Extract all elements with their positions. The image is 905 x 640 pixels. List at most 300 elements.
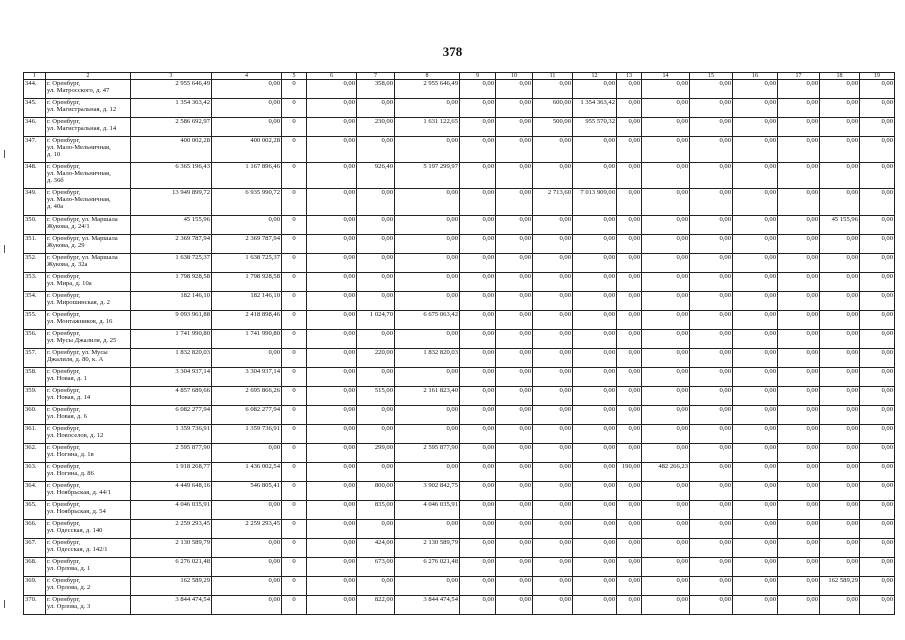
value-cell: 0,00 bbox=[642, 292, 690, 311]
value-cell: 0,00 bbox=[395, 577, 460, 596]
address-cell: г. Оренбург, ул. Новая, д. 1 bbox=[46, 368, 131, 387]
row-number: 352. bbox=[24, 254, 46, 273]
value-cell: 500,00 bbox=[533, 118, 573, 137]
value-cell: 0,00 bbox=[690, 118, 733, 137]
row-number: 357. bbox=[24, 349, 46, 368]
value-cell: 0,00 bbox=[642, 99, 690, 118]
value-cell: 0,00 bbox=[860, 349, 895, 368]
value-cell: 0,00 bbox=[460, 216, 496, 235]
value-cell: 0,00 bbox=[860, 463, 895, 482]
value-cell: 0,00 bbox=[690, 137, 733, 163]
value-cell: 0,00 bbox=[533, 387, 573, 406]
value-cell: 0,00 bbox=[820, 80, 860, 99]
value-cell: 0,00 bbox=[733, 292, 778, 311]
value-cell: 0,00 bbox=[733, 311, 778, 330]
value-cell: 0,00 bbox=[690, 99, 733, 118]
value-cell: 1 638 725,37 bbox=[212, 254, 282, 273]
value-cell: 0,00 bbox=[533, 520, 573, 539]
value-cell: 0,00 bbox=[690, 368, 733, 387]
column-number: 14 bbox=[642, 73, 690, 80]
table-row bbox=[24, 273, 895, 292]
value-cell: 0,00 bbox=[307, 80, 357, 99]
value-cell: 0,00 bbox=[307, 520, 357, 539]
value-cell: 0,00 bbox=[642, 482, 690, 501]
value-cell: 0,00 bbox=[642, 330, 690, 349]
value-cell: 2 695 866,26 bbox=[212, 387, 282, 406]
value-cell: 0,00 bbox=[778, 577, 820, 596]
value-cell: 0,00 bbox=[860, 254, 895, 273]
value-cell: 0,00 bbox=[573, 501, 617, 520]
value-cell: 0 bbox=[282, 520, 307, 539]
value-cell: 0,00 bbox=[778, 216, 820, 235]
value-cell: 955 570,32 bbox=[573, 118, 617, 137]
value-cell: 0,00 bbox=[573, 163, 617, 189]
value-cell: 0,00 bbox=[690, 463, 733, 482]
value-cell: 0,00 bbox=[820, 539, 860, 558]
value-cell: 0,00 bbox=[533, 558, 573, 577]
value-cell: 0,00 bbox=[778, 349, 820, 368]
value-cell: 2 369 787,94 bbox=[212, 235, 282, 254]
value-cell: 0 bbox=[282, 482, 307, 501]
value-cell: 0,00 bbox=[496, 425, 533, 444]
value-cell: 0,00 bbox=[820, 330, 860, 349]
value-cell: 0,00 bbox=[573, 254, 617, 273]
value-cell: 0,00 bbox=[460, 330, 496, 349]
value-cell: 0,00 bbox=[357, 425, 395, 444]
value-cell: 162 589,29 bbox=[131, 577, 212, 596]
value-cell: 6 935 990,72 bbox=[212, 189, 282, 216]
value-cell: 0,00 bbox=[357, 368, 395, 387]
value-cell: 0,00 bbox=[573, 539, 617, 558]
value-cell: 0,00 bbox=[778, 163, 820, 189]
value-cell: 0 bbox=[282, 577, 307, 596]
value-cell: 2 595 877,90 bbox=[131, 444, 212, 463]
value-cell: 0,00 bbox=[496, 330, 533, 349]
value-cell: 0,00 bbox=[642, 137, 690, 163]
value-cell: 0 bbox=[282, 80, 307, 99]
value-cell: 0 bbox=[282, 330, 307, 349]
value-cell: 482 266,23 bbox=[642, 463, 690, 482]
value-cell: 0,00 bbox=[617, 163, 642, 189]
row-number: 365. bbox=[24, 501, 46, 520]
value-cell: 0,00 bbox=[733, 99, 778, 118]
value-cell: 0,00 bbox=[778, 80, 820, 99]
address-cell: г. Оренбург, ул. Мало-Мельничная, д. 36б bbox=[46, 163, 131, 189]
value-cell: 0,00 bbox=[690, 349, 733, 368]
value-cell: 0,00 bbox=[573, 406, 617, 425]
value-cell: 0,00 bbox=[496, 99, 533, 118]
value-cell: 0,00 bbox=[617, 189, 642, 216]
value-cell: 0,00 bbox=[533, 596, 573, 615]
column-number: 16 bbox=[733, 73, 778, 80]
value-cell: 0,00 bbox=[733, 596, 778, 615]
address-cell: г. Оренбург, ул. Маршала Жукова, д. 32а bbox=[46, 254, 131, 273]
row-number: 358. bbox=[24, 368, 46, 387]
row-number: 368. bbox=[24, 558, 46, 577]
column-number: 18 bbox=[820, 73, 860, 80]
value-cell: 0,00 bbox=[307, 163, 357, 189]
value-cell: 515,00 bbox=[357, 387, 395, 406]
value-cell: 0,00 bbox=[642, 501, 690, 520]
value-cell: 0,00 bbox=[533, 501, 573, 520]
value-cell: 0,00 bbox=[395, 216, 460, 235]
value-cell: 0,00 bbox=[357, 137, 395, 163]
value-cell: 0,00 bbox=[496, 80, 533, 99]
value-cell: 0,00 bbox=[860, 99, 895, 118]
value-cell: 0,00 bbox=[690, 254, 733, 273]
value-cell: 1 918 268,77 bbox=[131, 463, 212, 482]
value-cell: 0,00 bbox=[642, 406, 690, 425]
value-cell: 0,00 bbox=[778, 406, 820, 425]
value-cell: 0,00 bbox=[357, 292, 395, 311]
value-cell: 0,00 bbox=[733, 189, 778, 216]
column-number: 1 bbox=[24, 73, 46, 80]
row-number: 353. bbox=[24, 273, 46, 292]
value-cell: 0,00 bbox=[573, 235, 617, 254]
value-cell: 0,00 bbox=[778, 99, 820, 118]
value-cell: 0,00 bbox=[778, 330, 820, 349]
value-cell: 0,00 bbox=[617, 254, 642, 273]
value-cell: 0,00 bbox=[778, 235, 820, 254]
value-cell: 0,00 bbox=[778, 539, 820, 558]
value-cell: 1 436 002,54 bbox=[212, 463, 282, 482]
value-cell: 0,00 bbox=[642, 596, 690, 615]
value-cell: 0 bbox=[282, 463, 307, 482]
value-cell: 0,00 bbox=[573, 137, 617, 163]
value-cell: 0,00 bbox=[533, 235, 573, 254]
value-cell: 0,00 bbox=[460, 539, 496, 558]
value-cell: 0,00 bbox=[820, 235, 860, 254]
value-cell: 0,00 bbox=[496, 137, 533, 163]
value-cell: 3 304 937,14 bbox=[131, 368, 212, 387]
value-cell: 0,00 bbox=[460, 520, 496, 539]
value-cell: 0,00 bbox=[307, 482, 357, 501]
value-cell: 0,00 bbox=[496, 216, 533, 235]
value-cell: 0,00 bbox=[820, 273, 860, 292]
value-cell: 0,00 bbox=[307, 596, 357, 615]
value-cell: 0,00 bbox=[533, 292, 573, 311]
value-cell: 0,00 bbox=[395, 292, 460, 311]
address-cell: г. Оренбург, ул. Магистральная, д. 12 bbox=[46, 99, 131, 118]
header-row bbox=[24, 73, 895, 80]
address-cell: г. Оренбург, ул. Орлова, д. 1 bbox=[46, 558, 131, 577]
value-cell: 0,00 bbox=[307, 463, 357, 482]
value-cell: 0,00 bbox=[533, 444, 573, 463]
value-cell: 0 bbox=[282, 406, 307, 425]
value-cell: 0,00 bbox=[496, 463, 533, 482]
value-cell: 0,00 bbox=[460, 118, 496, 137]
value-cell: 0,00 bbox=[820, 349, 860, 368]
value-cell: 0,00 bbox=[690, 387, 733, 406]
column-number: 13 bbox=[617, 73, 642, 80]
value-cell: 0,00 bbox=[212, 216, 282, 235]
value-cell: 2 713,60 bbox=[533, 189, 573, 216]
table-row bbox=[24, 216, 895, 235]
value-cell: 0,00 bbox=[820, 444, 860, 463]
address-cell: г. Оренбург, ул. Новая, д. 14 bbox=[46, 387, 131, 406]
value-cell: 1 832 820,03 bbox=[395, 349, 460, 368]
value-cell: 0,00 bbox=[357, 216, 395, 235]
value-cell: 0,00 bbox=[460, 596, 496, 615]
value-cell: 1 359 736,91 bbox=[131, 425, 212, 444]
value-cell: 0,00 bbox=[820, 406, 860, 425]
value-cell: 0,00 bbox=[690, 163, 733, 189]
value-cell: 1 167 896,46 bbox=[212, 163, 282, 189]
value-cell: 0,00 bbox=[573, 349, 617, 368]
value-cell: 0,00 bbox=[860, 577, 895, 596]
table-row bbox=[24, 539, 895, 558]
address-cell: г. Оренбург, ул. Новая, д. 6 bbox=[46, 406, 131, 425]
value-cell: 0,00 bbox=[460, 463, 496, 482]
value-cell: 0,00 bbox=[860, 539, 895, 558]
value-cell: 0,00 bbox=[642, 349, 690, 368]
value-cell: 0,00 bbox=[733, 235, 778, 254]
row-number: 349. bbox=[24, 189, 46, 216]
value-cell: 0,00 bbox=[617, 137, 642, 163]
value-cell: 0,00 bbox=[307, 368, 357, 387]
value-cell: 0,00 bbox=[860, 137, 895, 163]
value-cell: 0,00 bbox=[733, 118, 778, 137]
value-cell: 0,00 bbox=[733, 387, 778, 406]
value-cell: 0,00 bbox=[573, 292, 617, 311]
value-cell: 673,00 bbox=[357, 558, 395, 577]
value-cell: 2 586 692,97 bbox=[131, 118, 212, 137]
value-cell: 0,00 bbox=[778, 137, 820, 163]
value-cell: 0,00 bbox=[733, 425, 778, 444]
value-cell: 0,00 bbox=[307, 330, 357, 349]
value-cell: 0,00 bbox=[573, 216, 617, 235]
value-cell: 0,00 bbox=[212, 349, 282, 368]
value-cell: 1 638 725,37 bbox=[131, 254, 212, 273]
value-cell: 0,00 bbox=[690, 80, 733, 99]
address-cell: г. Оренбург, ул. Ноябрьская, д. 44/1 bbox=[46, 482, 131, 501]
value-cell: 0,00 bbox=[690, 558, 733, 577]
value-cell: 0,00 bbox=[820, 482, 860, 501]
value-cell: 0,00 bbox=[533, 137, 573, 163]
value-cell: 0,00 bbox=[533, 80, 573, 99]
value-cell: 0,00 bbox=[307, 273, 357, 292]
value-cell: 0,00 bbox=[642, 539, 690, 558]
address-cell: г. Оренбург, ул. Матросского, д. 47 bbox=[46, 80, 131, 99]
value-cell: 0,00 bbox=[496, 539, 533, 558]
value-cell: 424,00 bbox=[357, 539, 395, 558]
value-cell: 0,00 bbox=[617, 539, 642, 558]
value-cell: 2 130 589,79 bbox=[395, 539, 460, 558]
value-cell: 3 844 474,54 bbox=[131, 596, 212, 615]
value-cell: 0,00 bbox=[460, 99, 496, 118]
value-cell: 0,00 bbox=[733, 558, 778, 577]
column-number: 9 bbox=[460, 73, 496, 80]
table-row bbox=[24, 292, 895, 311]
value-cell: 0,00 bbox=[460, 273, 496, 292]
value-cell: 2 259 293,45 bbox=[212, 520, 282, 539]
value-cell: 0,00 bbox=[573, 425, 617, 444]
value-cell: 0,00 bbox=[642, 189, 690, 216]
value-cell: 0,00 bbox=[395, 189, 460, 216]
value-cell: 0,00 bbox=[642, 163, 690, 189]
table-row bbox=[24, 368, 895, 387]
value-cell: 0,00 bbox=[460, 368, 496, 387]
page-number: 378 bbox=[442, 44, 463, 59]
value-cell: 6 276 021,48 bbox=[395, 558, 460, 577]
value-cell: 0,00 bbox=[733, 577, 778, 596]
table-row bbox=[24, 163, 895, 189]
value-cell: 0,00 bbox=[307, 539, 357, 558]
row-number: 361. bbox=[24, 425, 46, 444]
value-cell: 3 844 474,54 bbox=[395, 596, 460, 615]
value-cell: 0,00 bbox=[778, 596, 820, 615]
address-cell: г. Оренбург, ул. Маршала Жукова, д. 29 bbox=[46, 235, 131, 254]
row-number: 364. bbox=[24, 482, 46, 501]
table-row bbox=[24, 577, 895, 596]
value-cell: 0,00 bbox=[212, 539, 282, 558]
value-cell: 0,00 bbox=[617, 406, 642, 425]
value-cell: 0,00 bbox=[860, 273, 895, 292]
value-cell: 0,00 bbox=[860, 189, 895, 216]
address-cell: г. Оренбург, ул. Магистральная, д. 14 bbox=[46, 118, 131, 137]
address-cell: г. Оренбург, ул. Ногина, д. 1в bbox=[46, 444, 131, 463]
value-cell: 0,00 bbox=[617, 349, 642, 368]
value-cell: 0,00 bbox=[778, 444, 820, 463]
value-cell: 0,00 bbox=[860, 596, 895, 615]
value-cell: 0,00 bbox=[617, 387, 642, 406]
value-cell: 0 bbox=[282, 425, 307, 444]
value-cell: 162 589,29 bbox=[820, 577, 860, 596]
value-cell: 0,00 bbox=[860, 482, 895, 501]
value-cell: 0,00 bbox=[778, 368, 820, 387]
row-number: 351. bbox=[24, 235, 46, 254]
table-row bbox=[24, 406, 895, 425]
value-cell: 0,00 bbox=[573, 80, 617, 99]
value-cell: 0,00 bbox=[307, 235, 357, 254]
value-cell: 0,00 bbox=[733, 163, 778, 189]
address-cell: г. Оренбург, ул. Новоселов, д. 12 bbox=[46, 425, 131, 444]
table-row bbox=[24, 254, 895, 273]
value-cell: 0,00 bbox=[212, 118, 282, 137]
value-cell: 0,00 bbox=[357, 235, 395, 254]
value-cell: 0,00 bbox=[533, 311, 573, 330]
value-cell: 0,00 bbox=[690, 292, 733, 311]
value-cell: 0,00 bbox=[690, 330, 733, 349]
value-cell: 0,00 bbox=[820, 387, 860, 406]
table-row bbox=[24, 80, 895, 99]
table-row bbox=[24, 596, 895, 615]
value-cell: 0,00 bbox=[496, 444, 533, 463]
value-cell: 0,00 bbox=[690, 216, 733, 235]
value-cell: 2 955 646,49 bbox=[395, 80, 460, 99]
value-cell: 0,00 bbox=[533, 463, 573, 482]
value-cell: 0,00 bbox=[733, 216, 778, 235]
value-cell: 0,00 bbox=[307, 444, 357, 463]
value-cell: 0,00 bbox=[357, 273, 395, 292]
value-cell: 0,00 bbox=[357, 189, 395, 216]
value-cell: 0,00 bbox=[395, 463, 460, 482]
value-cell: 230,00 bbox=[357, 118, 395, 137]
value-cell: 0,00 bbox=[460, 482, 496, 501]
value-cell: 0,00 bbox=[533, 406, 573, 425]
address-cell: г. Оренбург, ул. Монтажников, д. 16 bbox=[46, 311, 131, 330]
value-cell: 0,00 bbox=[573, 311, 617, 330]
value-cell: 0,00 bbox=[395, 99, 460, 118]
value-cell: 0,00 bbox=[733, 254, 778, 273]
table-row bbox=[24, 482, 895, 501]
value-cell: 0,00 bbox=[642, 311, 690, 330]
value-cell: 0 bbox=[282, 501, 307, 520]
table-row bbox=[24, 444, 895, 463]
value-cell: 2 369 787,94 bbox=[131, 235, 212, 254]
value-cell: 0,00 bbox=[307, 577, 357, 596]
value-cell: 0,00 bbox=[357, 463, 395, 482]
value-cell: 0,00 bbox=[395, 368, 460, 387]
value-cell: 6 365 196,43 bbox=[131, 163, 212, 189]
table-row bbox=[24, 189, 895, 216]
value-cell: 0,00 bbox=[307, 349, 357, 368]
value-cell: 0,00 bbox=[820, 137, 860, 163]
value-cell: 0,00 bbox=[820, 292, 860, 311]
value-cell: 0,00 bbox=[573, 330, 617, 349]
value-cell: 0,00 bbox=[533, 368, 573, 387]
value-cell: 0,00 bbox=[733, 463, 778, 482]
value-cell: 0,00 bbox=[460, 444, 496, 463]
value-cell: 0,00 bbox=[307, 501, 357, 520]
value-cell: 0,00 bbox=[690, 189, 733, 216]
value-cell: 2 259 293,45 bbox=[131, 520, 212, 539]
value-cell: 0,00 bbox=[357, 520, 395, 539]
table-row bbox=[24, 387, 895, 406]
value-cell: 0,00 bbox=[460, 163, 496, 189]
table-row bbox=[24, 501, 895, 520]
column-number: 4 bbox=[212, 73, 282, 80]
value-cell: 0,00 bbox=[212, 99, 282, 118]
value-cell: 1 024,70 bbox=[357, 311, 395, 330]
value-cell: 0,00 bbox=[460, 292, 496, 311]
value-cell: 0,00 bbox=[860, 558, 895, 577]
value-cell: 0,00 bbox=[860, 235, 895, 254]
value-cell: 0,00 bbox=[820, 520, 860, 539]
value-cell: 0,00 bbox=[617, 311, 642, 330]
value-cell: 0,00 bbox=[690, 311, 733, 330]
value-cell: 13 949 899,72 bbox=[131, 189, 212, 216]
value-cell: 0,00 bbox=[690, 501, 733, 520]
value-cell: 0,00 bbox=[820, 558, 860, 577]
data-table bbox=[23, 72, 895, 615]
value-cell: 0,00 bbox=[820, 501, 860, 520]
value-cell: 0,00 bbox=[642, 368, 690, 387]
value-cell: 0,00 bbox=[642, 216, 690, 235]
value-cell: 0,00 bbox=[573, 596, 617, 615]
value-cell: 0,00 bbox=[617, 292, 642, 311]
address-cell: г. Оренбург, ул. Мало-Мельничная, д. 40а bbox=[46, 189, 131, 216]
value-cell: 0,00 bbox=[212, 577, 282, 596]
value-cell: 0,00 bbox=[533, 273, 573, 292]
value-cell: 0,00 bbox=[820, 189, 860, 216]
value-cell: 0,00 bbox=[307, 387, 357, 406]
value-cell: 0,00 bbox=[820, 368, 860, 387]
value-cell: 822,00 bbox=[357, 596, 395, 615]
value-cell: 0,00 bbox=[778, 387, 820, 406]
value-cell: 0,00 bbox=[820, 311, 860, 330]
column-number: 5 bbox=[282, 73, 307, 80]
table-row bbox=[24, 137, 895, 163]
value-cell: 0,00 bbox=[778, 463, 820, 482]
scan-margin-mark bbox=[4, 600, 5, 608]
value-cell: 0,00 bbox=[496, 235, 533, 254]
value-cell: 0,00 bbox=[617, 216, 642, 235]
value-cell: 7 013 909,00 bbox=[573, 189, 617, 216]
value-cell: 0,00 bbox=[642, 520, 690, 539]
value-cell: 0,00 bbox=[690, 596, 733, 615]
value-cell: 0,00 bbox=[820, 425, 860, 444]
